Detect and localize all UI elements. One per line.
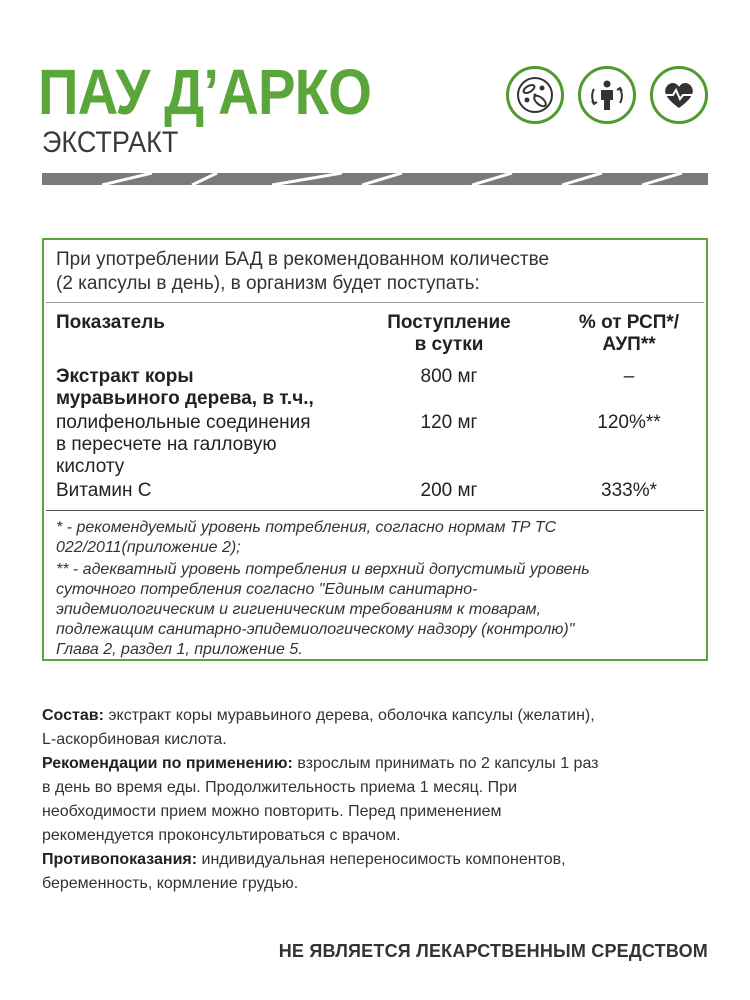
product-title: ПАУ Д’АРКО [38, 56, 372, 128]
contraindications-section: Противопоказания: индивидуальная непереносимость компонентов, беременность, кормление грудью. [42, 851, 566, 892]
composition-label: Состав: [42, 707, 104, 724]
nutrition-table [42, 238, 708, 661]
column-header-daily-intake: Поступление в сутки [387, 312, 511, 355]
footnote-aup: ** - адекватный уровень потребления и верхний допустимый уровень суточного потребления согласно "Единым санитарно- эпидемиологическим и гигиеническим требованиям к товарам, подлежащим санитарно-эпидемиологическому надзору (контролю)" Глава 2, раздел 1, приложение 5. [56, 561, 590, 658]
table-row-percent: – [623, 366, 635, 387]
table-row-percent: 333%* [601, 480, 657, 501]
usage-section: Рекомендации по применению: взрослым принимать по 2 капсулы 1 раз в день во время еды. Продолжительность приема 1 месяц. При необходимости прием можно повторить. Перед применением рекомендуется проконсультироваться с врачом. [42, 755, 599, 844]
table-row-percent: 120%** [597, 412, 661, 433]
usage-label: Рекомендации по применению: [42, 755, 293, 772]
table-rule-bottom [46, 510, 704, 511]
table-row-amount: 800 мг [420, 366, 478, 387]
table-row-name: полифенольные соединения в пересчете на галловую кислоту [56, 412, 311, 477]
decorative-divider [42, 173, 708, 185]
contraindications-label: Противопоказания: [42, 851, 198, 868]
table-row-amount: 200 мг [420, 480, 478, 501]
table-row-amount: 120 мг [420, 412, 478, 433]
heart-pulse-icon [650, 66, 708, 124]
body-icon [578, 66, 636, 124]
column-header-percent: % от РСП*/ АУП** [578, 312, 680, 355]
footnote-rsp: * - рекомендуемый уровень потребления, согласно нормам ТР ТС 022/2011(приложение 2); [56, 519, 557, 556]
product-subtitle: ЭКСТРАКТ [42, 126, 179, 159]
table-row-name: Экстракт коры муравьиного дерева, в т.ч., [56, 366, 314, 409]
disclaimer: НЕ ЯВЛЯЕТСЯ ЛЕКАРСТВЕННЫМ СРЕДСТВОМ [278, 941, 708, 961]
table-intro: При употреблении БАД в рекомендованном количестве (2 капсулы в день), в организм будет поступать: [56, 249, 550, 294]
table-rule-top [46, 302, 704, 303]
bacteria-icon [506, 66, 564, 124]
benefit-icons [506, 66, 708, 124]
composition-section: Состав: экстракт коры муравьиного дерева, оболочка капсулы (желатин), L-аскорбиновая кислота. [42, 707, 595, 748]
table-row-name: Витамин С [56, 480, 152, 501]
column-header-indicator: Показатель [56, 312, 165, 333]
